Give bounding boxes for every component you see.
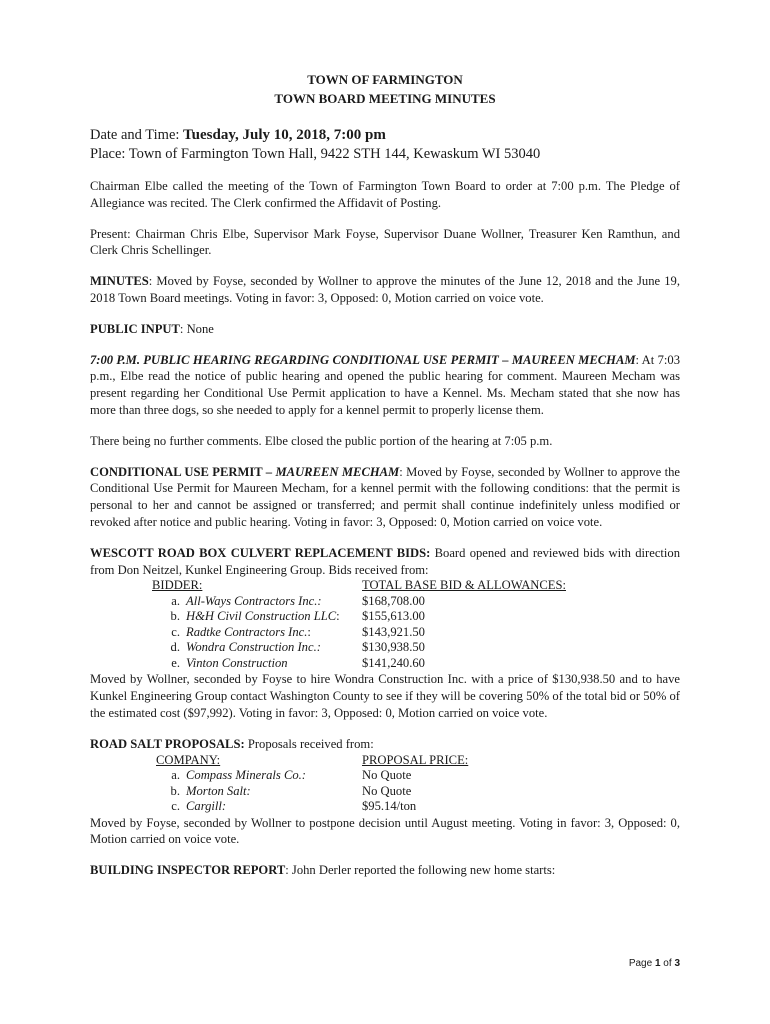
hearing-section [90,352,680,419]
cup-text: : Moved by Foyse, seconded by Wollner to approve the Conditional Use Permit for Maureen Mecham, for a kennel permit with the following conditions: that the permit is personal to her and cannot be assigned or transferred; and permit shall continue indefinitely unless modified or revoked after notice and public hearing. Voting in favor: 3, Opposed: 0, Motion carried on voice vote. [90,464,681,529]
page-number [629,956,680,973]
proposal-price: No Quote [362,783,412,798]
proposal-price: No Quote [362,768,412,783]
table-row [152,625,680,641]
salt-intro: Proposals received from: [244,736,374,751]
date-time-line [90,126,680,145]
table-row [152,640,680,656]
hearing-heading: 7:00 P.M. PUBLIC HEARING REGARDING CONDITIONAL USE PERMIT – MAUREEN MECHAM [90,352,636,367]
bidder-colon: : [336,609,340,624]
date-time-value: Tuesday, July 10, 2018, 7:00 pm [183,127,386,143]
bidder-name: Radtke Contractors Inc. [186,624,308,639]
hearing-text: : At 7:03 p.m., Elbe read the notice of public hearing and opened the public hearing for comment. Maureen Mecham was present regarding her Conditional Use Permit application to have a Kennel. Ms. Mecham stated that she now has more than three dogs, so she needed to apply for a kennel permit to properly license them. [90,352,680,417]
table-row [152,768,680,784]
bid-amount: $141,240.60 [362,655,425,670]
place-line: Place: Town of Farmington Town Hall, 9422 STH 144, Kewaskum WI 53040 [90,146,541,162]
bid-amount: $130,938.50 [362,640,425,655]
table-row [152,799,680,815]
public-input-text: : None [179,321,214,336]
table-row [152,609,680,625]
row-letter: d. [170,640,180,655]
cup-heading: CONDITIONAL USE PERMIT – [90,464,276,479]
row-letter: e. [171,655,180,670]
proposal-price: $95.14/ton [362,799,417,814]
salt-motion: Moved by Foyse, seconded by Wollner to postpone decision until August meeting. Voting in favor: 3, Opposed: 0, Motion carried on voice vote. [90,815,680,847]
page-prefix: Page [628,958,655,969]
page-of: of [660,958,675,969]
bidder-name: Wondra Construction Inc.: [186,640,321,655]
bid-table [152,578,680,671]
row-letter: a. [171,593,180,608]
bidder-name: All-Ways Contractors Inc.: [186,593,322,608]
table-row [152,656,680,672]
row-letter: b. [170,783,180,798]
bidder-name: H&H Civil Construction LLC [186,609,337,624]
inspector-heading: BUILDING INSPECTOR REPORT [90,863,286,878]
culvert-section [90,545,680,722]
bidder-name: Vinton Construction [186,655,288,670]
cup-section [90,464,680,531]
company-name: Morton Salt: [186,783,251,798]
proposal-table-header [152,753,680,769]
culvert-heading: WESCOTT ROAD BOX CULVERT REPLACEMENT BIDS: [90,545,431,560]
minutes-section [90,273,680,307]
public-input-heading: PUBLIC INPUT [90,321,180,336]
row-letter: b. [170,609,180,624]
present-paragraph: Present: Chairman Chris Elbe, Supervisor Mark Foyse, Supervisor Duane Wollner, Treasurer Ken Ramthun, and Clerk Chris Schellinger. [90,226,680,258]
company-name: Cargill: [186,799,227,814]
hearing-closing: There being no further comments. Elbe closed the public portion of the hearing at 7:05 p.m. [90,433,553,448]
salt-intro-paragraph [90,736,680,753]
row-letter: c. [171,799,180,814]
price-column-header: PROPOSAL PRICE: [362,752,469,767]
bidder-column-header: BIDDER: [152,578,203,593]
bid-amount: $155,613.00 [362,609,425,624]
minutes-heading: MINUTES [90,274,149,289]
total-pages: 3 [674,958,680,969]
town-name: TOWN OF FARMINGTON [307,72,463,87]
current-page: 1 [654,958,661,969]
table-row [152,594,680,610]
culvert-intro-paragraph [90,545,680,579]
document-header [90,70,680,108]
date-time-label: Date and Time: [90,127,180,143]
document-title: TOWN BOARD MEETING MINUTES [274,91,496,106]
row-letter: c. [171,624,180,639]
bidder-colon: : [307,624,311,639]
salt-section [90,736,680,848]
document-page [90,70,680,879]
salt-heading: ROAD SALT PROPOSALS: [90,736,245,751]
culvert-intro: Board opened and reviewed bids with direction from Don Neitzel, Kunkel Engineering Group. Bids received from: [90,545,680,577]
bid-amount: $143,921.50 [362,624,425,639]
cup-heading-name: MAUREEN MECHAM [275,464,400,479]
proposal-table [152,753,680,815]
inspector-section [90,862,680,879]
row-letter: a. [171,768,180,783]
bid-amount: $168,708.00 [362,593,425,608]
company-column-header: COMPANY: [156,752,221,767]
public-input-section [90,321,680,338]
minutes-text: : Moved by Foyse, seconded by Wollner to approve the minutes of the June 12, 2018 and the June 19, 2018 Town Board meetings. Voting in favor: 3, Opposed: 0, Motion carried on voice vote. [90,274,680,305]
bid-amount-column-header: TOTAL BASE BID & ALLOWANCES: [362,578,566,593]
opening-paragraph: Chairman Elbe called the meeting of the Town of Farmington Town Board to order at 7:00 p.m. The Pledge of Allegiance was recited. The Clerk confirmed the Affidavit of Posting. [90,179,680,210]
table-row [152,784,680,800]
culvert-motion: Moved by Wollner, seconded by Foyse to hire Wondra Construction Inc. with a price of $130,938.50 and to have Kunkel Engineering Group contact Washington County to see if they will be covering 50% of the total bid or 50% of the estimated cost ($97,992). Voting in favor: 3, Opposed: 0, Motion carried on voice vote. [90,672,680,720]
company-name: Compass Minerals Co.: [186,768,306,783]
bid-table-header [152,578,680,594]
inspector-text: : John Derler reported the following new home starts: [285,863,556,878]
